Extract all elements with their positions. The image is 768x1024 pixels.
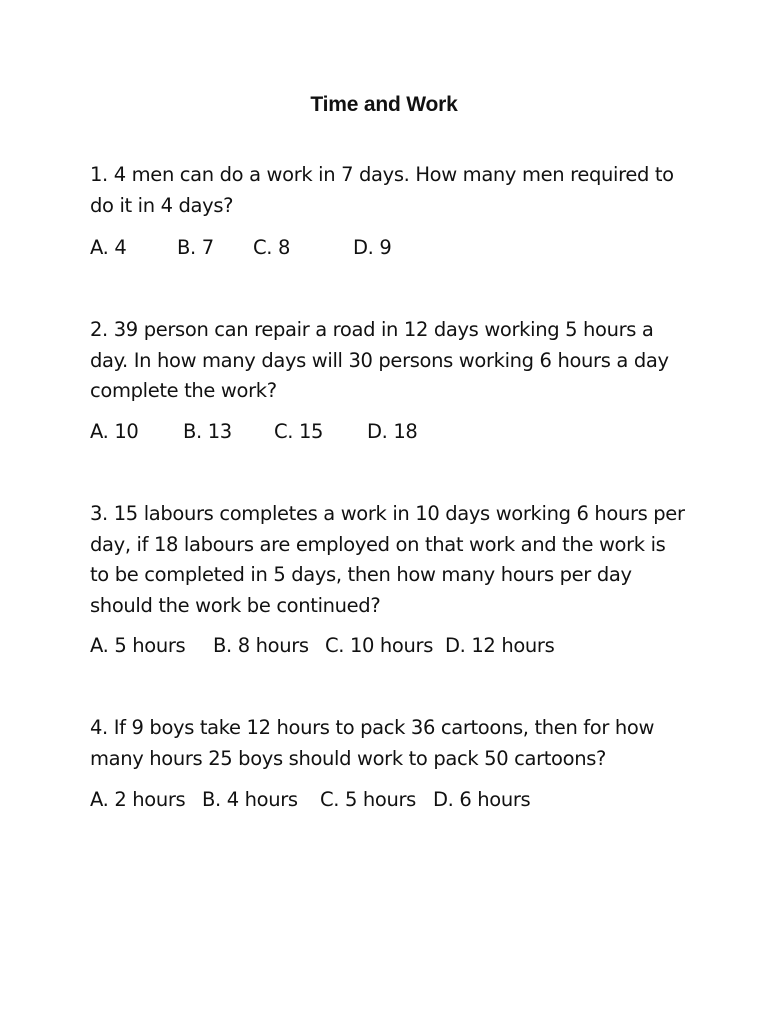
question-2: [90, 315, 690, 407]
option-d: D. 9: [353, 236, 392, 259]
option-c: C. 10 hours: [325, 634, 433, 657]
option-c: C. 15: [274, 420, 324, 443]
option-a: A. 4: [90, 236, 127, 259]
question-4-options: [90, 785, 710, 815]
option-d: D. 6 hours: [433, 788, 531, 811]
question-1: [90, 160, 690, 221]
option-a: A. 5 hours: [90, 634, 186, 657]
question-2-options: [90, 417, 710, 447]
question-1-options: [90, 233, 710, 263]
option-b: B. 4 hours: [202, 788, 298, 811]
question-text: 3. 15 labours completes a work in 10 days working 6 hours per day, if 18 labours are employed on that work and the work is to be completed in 5 days, then how many hours per day should the work be continued?: [90, 502, 685, 617]
option-b: B. 7: [177, 236, 214, 259]
question-3: [90, 499, 690, 621]
question-text: 2. 39 person can repair a road in 12 days working 5 hours a day. In how many days will 30 persons working 6 hours a day complete the work?: [90, 318, 669, 402]
option-a: A. 2 hours: [90, 788, 186, 811]
question-3-options: [90, 631, 710, 661]
option-a: A. 10: [90, 420, 139, 443]
option-c: C. 5 hours: [320, 788, 416, 811]
question-text: 1. 4 men can do a work in 7 days. How many men required to do it in 4 days?: [90, 163, 674, 217]
option-c: C. 8: [253, 236, 291, 259]
option-d: D. 18: [367, 420, 418, 443]
option-d: D. 12 hours: [445, 634, 555, 657]
option-b: B. 8 hours: [213, 634, 309, 657]
question-4: [90, 713, 690, 774]
question-text: 4. If 9 boys take 12 hours to pack 36 cartoons, then for how many hours 25 boys should work to pack 50 cartoons?: [90, 716, 655, 770]
option-b: B. 13: [183, 420, 232, 443]
page-title: Time and Work: [310, 93, 458, 116]
